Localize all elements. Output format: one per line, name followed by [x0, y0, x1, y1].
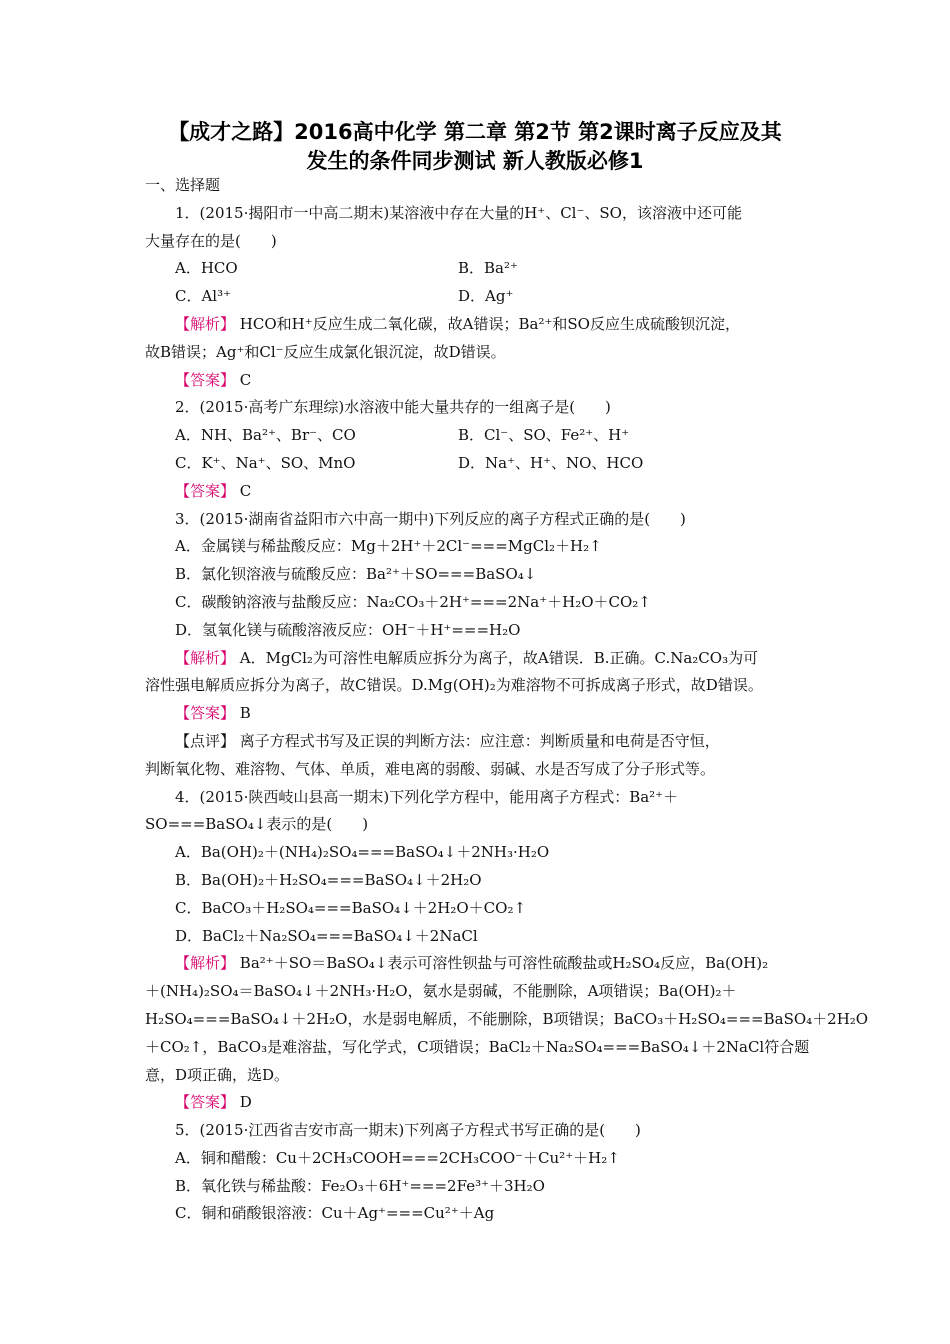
comment-tag: 【点评】 [175, 731, 236, 750]
question-3-option-a: A．金属镁与稀盐酸反应：Mg＋2H⁺＋2Cl⁻===MgCl₂＋H₂↑ [175, 537, 602, 556]
question-2-stem: 2．(2015·高考广东理综)水溶液中能大量共存的一组离子是( ) [175, 398, 611, 417]
question-1-analysis-line-1 [145, 311, 808, 339]
title-line-1: 【成才之路】2016高中化学 第二章 第2节 第2课时离子反应及其 [168, 120, 782, 144]
question-2-options-row-1 [145, 422, 808, 450]
question-2-option-d: D．Na⁺、H⁺、NO、HCO [458, 453, 644, 472]
question-3 [145, 506, 808, 784]
question-3-analysis-line-2: 溶性强电解质应拆分为离子，故C错误。D.Mg(OH)₂为难溶物不可拆成离子形式，故D错误。 [145, 676, 763, 695]
question-4-analysis-line-3: H₂SO₄===BaSO₄↓＋2H₂O，水是弱电解质，不能删除，B项错误；BaCO₃＋H₂SO₄===BaSO₄＋2H₂O [145, 1009, 869, 1028]
question-4 [145, 784, 869, 1118]
question-3-option-b: B．氯化钡溶液与硫酸反应：Ba²⁺＋SO===BaSO₄↓ [175, 565, 537, 584]
question-1-options-row-2 [145, 283, 808, 311]
question-4-option-a: A．Ba(OH)₂＋(NH₄)₂SO₄===BaSO₄↓＋2NH₃·H₂O [175, 843, 550, 862]
question-2-answer [145, 478, 808, 506]
question-1-option-b: B．Ba²⁺ [458, 259, 518, 278]
analysis-tag: 【解析】 [175, 314, 236, 333]
question-2-options-row-2 [145, 450, 808, 478]
question-5-option-a: A．铜和醋酸：Cu＋2CH₃COOH===2CH₃COO⁻＋Cu²⁺＋H₂↑ [175, 1148, 620, 1167]
question-4-analysis-text-1: Ba²⁺＋SO＝BaSO₄↓表示可溶性钡盐与可溶性硫酸盐或H₂SO₄反应，Ba(OH)₂ [239, 954, 769, 973]
question-3-comment-line-1 [145, 728, 808, 756]
question-3-answer-value: B [239, 704, 251, 723]
question-2 [145, 394, 808, 505]
question-1-stem-line-1: 1．(2015·揭阳市一中高二期末)某溶液中存在大量的H⁺、Cl⁻、SO，该溶液中还可能 [175, 203, 742, 222]
question-3-analysis-text-1: A．MgCl₂为可溶性电解质应拆分为离子，故A错误．B.正确。C.Na₂CO₃为可 [239, 648, 759, 667]
question-1-analysis-line-2: 故B错误；Ag⁺和Cl⁻反应生成氯化银沉淀，故D错误。 [145, 342, 506, 361]
question-5-option-c: C．铜和硝酸银溶液：Cu＋Ag⁺===Cu²⁺＋Ag [175, 1204, 495, 1223]
answer-tag: 【答案】 [175, 370, 236, 389]
analysis-tag: 【解析】 [175, 648, 236, 667]
question-4-option-b: B．Ba(OH)₂＋H₂SO₄===BaSO₄↓＋2H₂O [175, 870, 482, 889]
question-2-answer-value: C [239, 481, 252, 500]
question-3-stem: 3．(2015·湖南省益阳市六中高一期中)下列反应的离子方程式正确的是( ) [175, 509, 686, 528]
title-line-2: 发生的条件同步测试 新人教版必修1 [306, 149, 644, 173]
question-5-option-b: B．氧化铁与稀盐酸：Fe₂O₃＋6H⁺===2Fe³⁺＋3H₂O [175, 1176, 545, 1195]
question-4-analysis-line-1 [145, 950, 808, 978]
question-3-option-c: C．碳酸钠溶液与盐酸反应：Na₂CO₃＋2H⁺===2Na⁺＋H₂O＋CO₂↑ [175, 592, 651, 611]
question-1 [145, 200, 808, 395]
section-heading: 一、选择题 [145, 176, 221, 194]
question-1-option-d: D．Ag⁺ [458, 287, 514, 306]
question-1-stem-line-2: 大量存在的是( ) [145, 231, 277, 250]
question-3-answer [145, 700, 808, 728]
question-3-option-d: D．氢氧化镁与硫酸溶液反应：OH⁻＋H⁺===H₂O [175, 620, 521, 639]
answer-tag: 【答案】 [175, 704, 236, 723]
question-4-stem-line-1: 4．(2015·陕西岐山县高一期末)下列化学方程中，能用离子方程式：Ba²⁺＋ [175, 787, 679, 806]
question-1-answer-value: C [239, 370, 252, 389]
question-4-option-c: C．BaCO₃＋H₂SO₄===BaSO₄↓＋2H₂O＋CO₂↑ [175, 898, 527, 917]
question-1-answer [145, 367, 808, 395]
question-2-option-b: B．Cl⁻、SO、Fe²⁺、H⁺ [458, 426, 630, 445]
question-1-option-c: C．Al³⁺ [175, 287, 232, 306]
question-4-analysis-line-5: 意，D项正确，选D。 [145, 1065, 290, 1084]
question-4-answer [145, 1089, 808, 1117]
question-5 [145, 1117, 808, 1228]
analysis-tag: 【解析】 [175, 954, 236, 973]
question-1-option-a: A．HCO [175, 259, 238, 278]
question-5-stem: 5．(2015·江西省吉安市高一期末)下列离子方程式书写正确的是( ) [175, 1121, 641, 1140]
question-3-analysis-line-1 [145, 645, 808, 673]
question-4-answer-value: D [239, 1093, 252, 1112]
document-body [145, 172, 869, 1228]
question-4-option-d: D．BaCl₂＋Na₂SO₄===BaSO₄↓＋2NaCl [175, 926, 478, 945]
question-3-comment-line-2: 判断氧化物、难溶物、气体、单质，难电离的弱酸、弱碱、水是否写成了分子形式等。 [145, 759, 716, 778]
answer-tag: 【答案】 [175, 481, 236, 500]
document-title [120, 118, 830, 176]
question-4-analysis-line-4: ＋CO₂↑，BaCO₃是难溶盐，写化学式，C项错误；BaCl₂＋Na₂SO₄===BaSO₄↓＋2NaCl符合题 [145, 1037, 810, 1056]
answer-tag: 【答案】 [175, 1093, 236, 1112]
question-4-analysis-line-2: ＋(NH₄)₂SO₄＝BaSO₄↓＋2NH₃·H₂O，氨水是弱碱，不能删除，A项错误；Ba(OH)₂＋ [145, 982, 737, 1001]
question-3-comment-text-1: 离子方程式书写及正误的判断方法：应注意：判断质量和电荷是否守恒， [239, 731, 720, 750]
question-1-options-row-1 [145, 255, 808, 283]
question-1-analysis-text-1: HCO和H⁺反应生成二氧化碳，故A错误；Ba²⁺和SO反应生成硫酸钡沉淀， [239, 314, 740, 333]
question-2-option-a: A．NH、Ba²⁺、Br⁻、CO [175, 426, 356, 445]
question-4-stem-line-2: SO===BaSO₄↓表示的是( ) [145, 815, 369, 834]
question-2-option-c: C．K⁺、Na⁺、SO、MnO [175, 453, 356, 472]
